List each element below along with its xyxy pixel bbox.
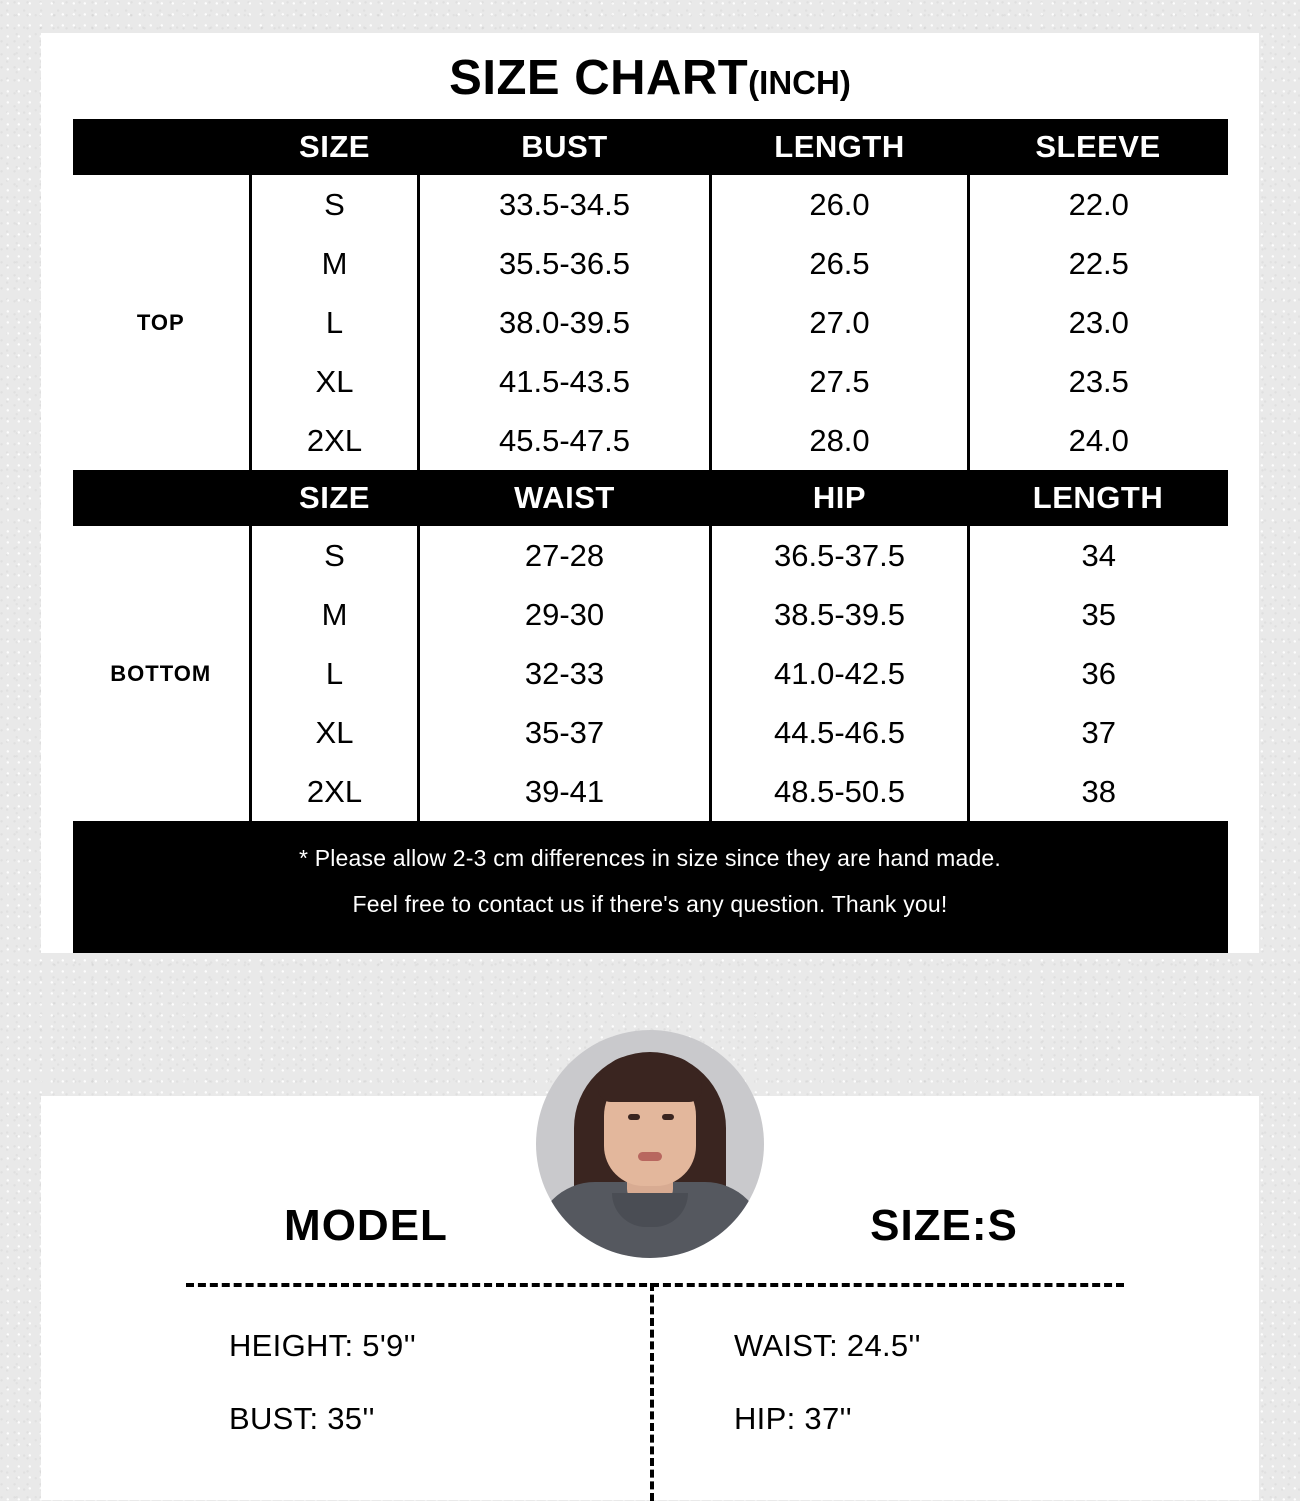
top-group-label: TOP <box>73 175 251 470</box>
cell-hip: 48.5-50.5 <box>711 762 969 821</box>
cell-length: 27.5 <box>711 352 969 411</box>
bottom-header-hip: HIP <box>711 470 969 526</box>
model-height: HEIGHT: 5'9'' <box>229 1328 417 1363</box>
cell-hip: 41.0-42.5 <box>711 644 969 703</box>
model-bust: BUST: 35'' <box>229 1401 375 1436</box>
model-portrait-icon <box>536 1030 764 1258</box>
cell-length: 37 <box>969 703 1228 762</box>
top-size-table <box>73 119 1228 470</box>
cell-bust: 33.5-34.5 <box>419 175 711 234</box>
cell-length: 28.0 <box>711 411 969 470</box>
disclaimer-block <box>73 821 1228 953</box>
table-row <box>73 526 1228 585</box>
cell-size: L <box>251 644 419 703</box>
cell-length: 34 <box>969 526 1228 585</box>
divider-vertical <box>650 1283 654 1501</box>
cell-sleeve: 22.5 <box>969 234 1228 293</box>
top-header-size: SIZE <box>251 119 419 175</box>
model-size-label: SIZE:S <box>870 1201 1018 1250</box>
bottom-group-label: BOTTOM <box>73 526 251 821</box>
cell-hip: 38.5-39.5 <box>711 585 969 644</box>
top-header-length: LENGTH <box>711 119 969 175</box>
cell-bust: 38.0-39.5 <box>419 293 711 352</box>
cell-size: M <box>251 585 419 644</box>
cell-bust: 35.5-36.5 <box>419 234 711 293</box>
cell-length: 26.0 <box>711 175 969 234</box>
divider-horizontal <box>186 1283 1124 1287</box>
page-title <box>41 33 1259 119</box>
disclaimer-line-1: * Please allow 2-3 cm differences in size since they are hand made. <box>298 845 1002 871</box>
cell-size: 2XL <box>251 762 419 821</box>
page-title-unit: (INCH) <box>748 64 851 101</box>
bottom-table-corner-cell <box>73 470 251 526</box>
cell-length: 38 <box>969 762 1228 821</box>
cell-waist: 32-33 <box>419 644 711 703</box>
tables-wrapper <box>73 119 1228 953</box>
model-label: MODEL <box>284 1201 448 1250</box>
cell-waist: 35-37 <box>419 703 711 762</box>
cell-size: XL <box>251 703 419 762</box>
bottom-size-table <box>73 470 1228 821</box>
cell-sleeve: 23.0 <box>969 293 1228 352</box>
cell-size: M <box>251 234 419 293</box>
cell-size: S <box>251 175 419 234</box>
top-table-corner-cell <box>73 119 251 175</box>
cell-length: 27.0 <box>711 293 969 352</box>
top-header-sleeve: SLEEVE <box>969 119 1228 175</box>
avatar-eye-left <box>628 1114 640 1120</box>
table-row <box>73 175 1228 234</box>
bottom-header-size: SIZE <box>251 470 419 526</box>
avatar-eye-right <box>662 1114 674 1120</box>
cell-waist: 39-41 <box>419 762 711 821</box>
top-table-header-row <box>73 119 1228 175</box>
cell-size: L <box>251 293 419 352</box>
cell-waist: 29-30 <box>419 585 711 644</box>
cell-sleeve: 22.0 <box>969 175 1228 234</box>
cell-size: 2XL <box>251 411 419 470</box>
top-header-bust: BUST <box>419 119 711 175</box>
cell-sleeve: 23.5 <box>969 352 1228 411</box>
cell-bust: 45.5-47.5 <box>419 411 711 470</box>
cell-hip: 36.5-37.5 <box>711 526 969 585</box>
cell-bust: 41.5-43.5 <box>419 352 711 411</box>
model-waist: WAIST: 24.5'' <box>734 1328 921 1363</box>
cell-length: 36 <box>969 644 1228 703</box>
cell-hip: 44.5-46.5 <box>711 703 969 762</box>
bottom-table-header-row <box>73 470 1228 526</box>
cell-size: S <box>251 526 419 585</box>
cell-length: 35 <box>969 585 1228 644</box>
disclaimer-line-2: Feel free to contact us if there's any question. Thank you! <box>352 891 948 917</box>
cell-sleeve: 24.0 <box>969 411 1228 470</box>
bottom-header-length: LENGTH <box>969 470 1228 526</box>
avatar-lips <box>638 1152 662 1161</box>
cell-size: XL <box>251 352 419 411</box>
page-title-main: SIZE CHART <box>449 51 749 105</box>
cell-waist: 27-28 <box>419 526 711 585</box>
model-hip: HIP: 37'' <box>734 1401 852 1436</box>
avatar-hair-front <box>598 1056 702 1102</box>
bottom-header-waist: WAIST <box>419 470 711 526</box>
cell-length: 26.5 <box>711 234 969 293</box>
size-chart-card <box>41 33 1259 953</box>
